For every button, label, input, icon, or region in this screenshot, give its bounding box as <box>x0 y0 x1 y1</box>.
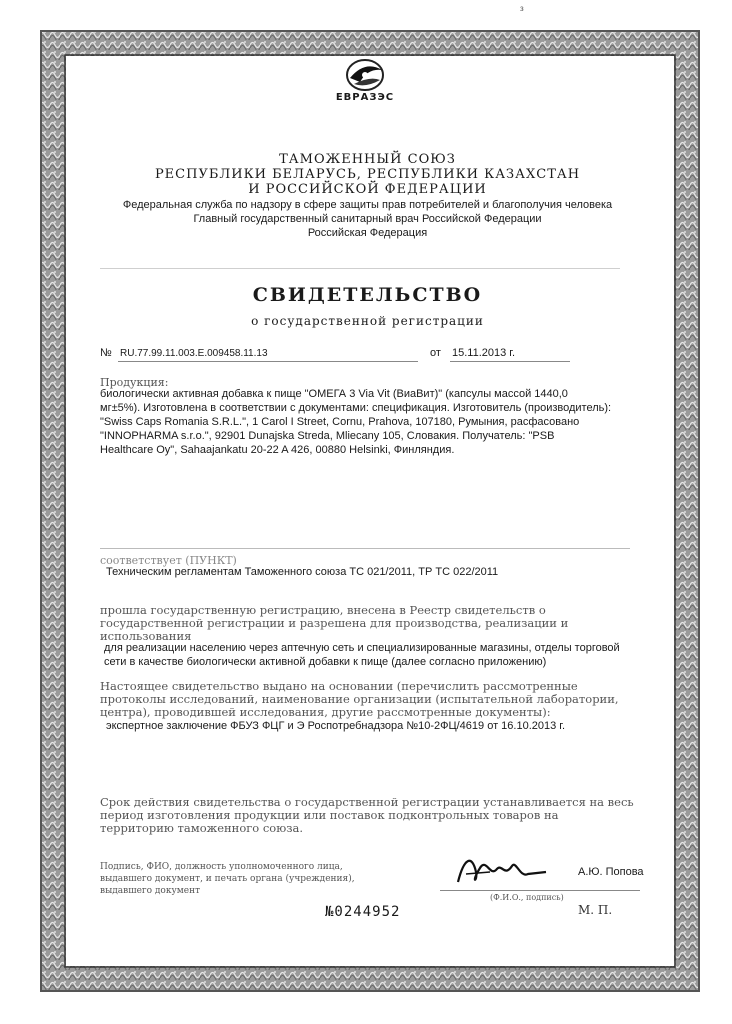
basis-text: экспертное заключение ФБУЗ ФЦГ и Э Роспотребнадзора №10-2ФЦ/4619 от 16.10.2013 г. <box>106 720 566 732</box>
authority-line-3: Российская Федерация <box>307 227 428 239</box>
basis-line-2: протоколы исследований, наименование организации (испытательной лаборатории, <box>100 692 619 706</box>
reg-date-label: от <box>430 347 441 359</box>
header-line-2: РЕСПУБЛИКИ БЕЛАРУСЬ, РЕСПУБЛИКИ КАЗАХСТАН <box>154 167 581 182</box>
eurasec-emblem-icon <box>320 58 410 92</box>
usage-line-1: для реализации населению через аптечную сеть и специализированные магазины, отделы торговой <box>104 642 620 654</box>
header-line-1: ТАМОЖЕННЫЙ СОЮЗ <box>279 152 456 167</box>
handwritten-signature <box>450 848 560 896</box>
product-line-2: мг±5%). Изготовлена в соответствии с документами: спецификация. Изготовитель (производитель): <box>100 402 612 414</box>
compliance-label: соответствует (ПУНКТ) <box>100 554 237 567</box>
validity-line-1: Срок действия свидетельства о государственной регистрации устанавливается на весь <box>100 795 634 809</box>
product-line-5: Healthcare Oy", Sahaajankatu 20-22 A 426, 00880 Helsinki, Финляндия. <box>100 444 455 456</box>
signature-caption-1: Подпись, ФИО, должность уполномоченного лица, <box>100 862 343 872</box>
signature-caption-3: выдавшего документ <box>100 886 201 896</box>
signatory-name: А.Ю. Попова <box>578 866 644 878</box>
validity-line-3: территорию таможенного союза. <box>100 821 304 835</box>
passed-line-3: использования <box>100 629 192 643</box>
passed-line-2: государственной регистрации и разрешена для производства, реализации и <box>100 616 569 630</box>
authority-line-1: Федеральная служба по надзору в сфере защиты прав потребителей и благополучия человека <box>122 199 613 211</box>
reg-number: RU.77.99.11.003.Е.009458.11.13 <box>120 348 268 359</box>
basis-line-3: центра), проводившей исследования, другие рассмотренные документы): <box>100 705 551 719</box>
reg-number-underline <box>118 361 418 362</box>
product-line-3: "Swiss Caps Romania S.R.L.", 1 Carol I Street, Cornu, Prahova, 107180, Румыния, расфасовано <box>100 416 580 428</box>
emblem <box>320 58 410 104</box>
header-line-3: И РОССИЙСКОЙ ФЕДЕРАЦИИ <box>248 182 487 197</box>
product-line-1: биологически активная добавка к пище "ОМЕГА 3 Via Vit (ВиаВит)" (капсулы массой 1440,0 <box>100 388 568 400</box>
compliance-text: Техническим регламентам Таможенного союза ТС 021/2011, ТР ТС 022/2011 <box>106 566 499 578</box>
form-number: №0244952 <box>325 904 401 920</box>
signature-caption-2: выдавшего документ, и печать органа (учреждения), <box>100 874 355 884</box>
page-mark: з <box>520 4 524 13</box>
stamp-mark: М. П. <box>578 903 613 917</box>
product-label: Продукция: <box>100 376 169 389</box>
document-title: СВИДЕТЕЛЬСТВО <box>252 284 483 306</box>
basis-line-1: Настоящее свидетельство выдано на основании (перечислить рассмотренные <box>100 679 578 693</box>
document-subtitle: о государственной регистрации <box>251 314 484 328</box>
reg-number-label: № <box>100 347 112 359</box>
product-line-4: "INNOPHARMA s.r.o.", 92901 Dunajska Streda, Mliecany 105, Словакия. Получатель: "PSB <box>100 430 555 442</box>
emblem-label: ЕВРАЗЭС <box>335 92 395 103</box>
divider <box>100 268 620 269</box>
passed-line-1: прошла государственную регистрацию, внесена в Реестр свидетельств о <box>100 603 546 617</box>
fio-caption: (Ф.И.О., подпись) <box>490 893 564 902</box>
reg-date: 15.11.2013 г. <box>452 347 516 359</box>
reg-date-underline <box>450 361 570 362</box>
compliance-divider <box>100 548 630 549</box>
validity-line-2: период изготовления продукции или поставок подконтрольных товаров на <box>100 808 559 822</box>
authority-line-2: Главный государственный санитарный врач Российской Федерации <box>193 213 542 225</box>
usage-line-2: сети в качестве биологически активной добавки к пище (далее согласно приложению) <box>104 656 547 668</box>
